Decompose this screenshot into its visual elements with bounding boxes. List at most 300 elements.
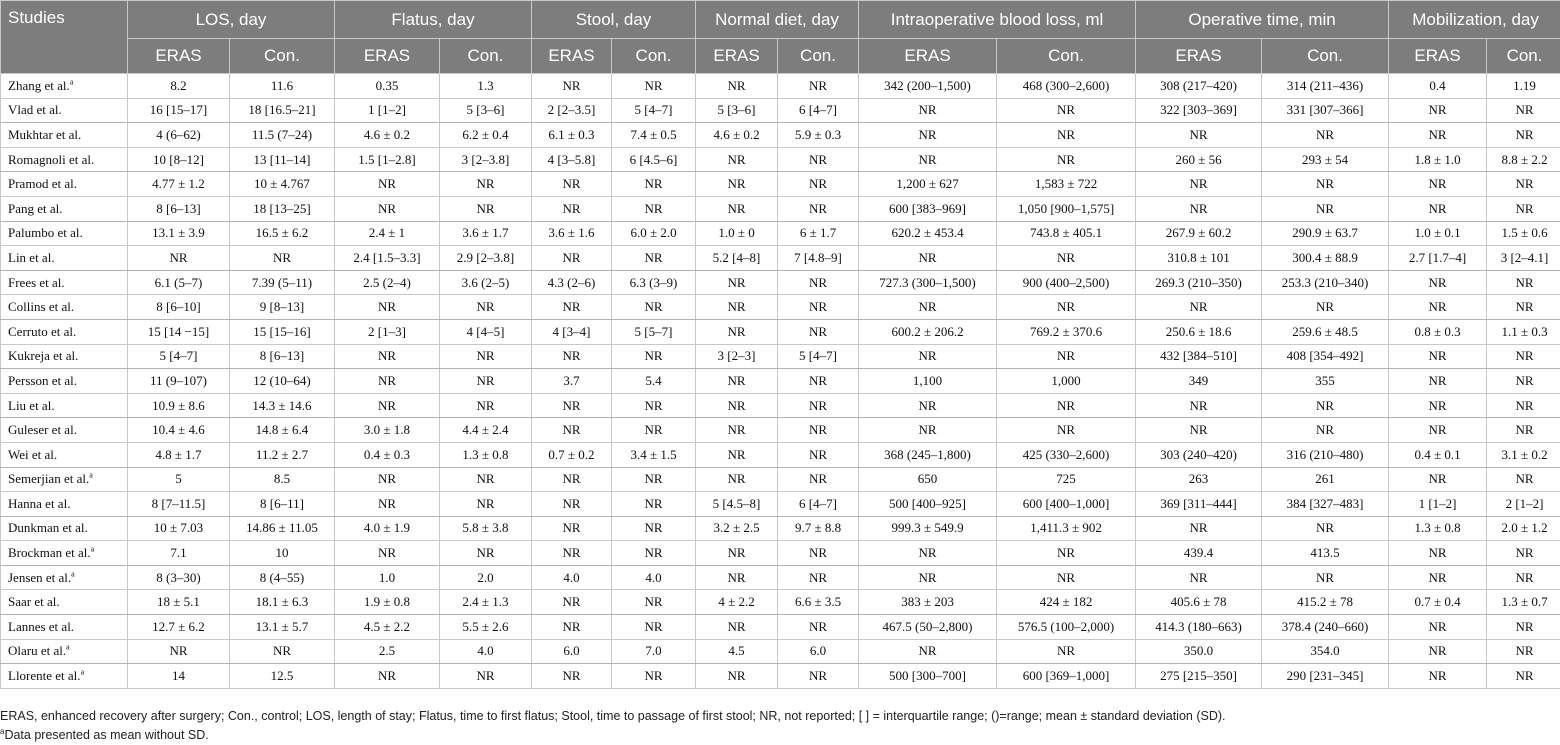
value-cell: 4.0: [532, 565, 612, 590]
value-cell: 14.86 ± 11.05: [230, 516, 335, 541]
value-cell: 260 ± 56: [1136, 147, 1262, 172]
study-cell: [1, 541, 128, 566]
value-cell: 3.0 ± 1.8: [335, 418, 440, 443]
value-cell: NR: [696, 74, 778, 99]
value-cell: 9.7 ± 8.8: [778, 516, 859, 541]
study-name: Brockman et al.: [8, 545, 91, 561]
value-cell: NR: [532, 172, 612, 197]
value-cell: 1.3 ± 0.7: [1487, 590, 1560, 615]
study-cell: [1, 196, 128, 221]
value-cell: NR: [1389, 639, 1487, 664]
value-cell: 10.4 ± 4.6: [128, 418, 230, 443]
value-cell: 314 (211–436): [1262, 74, 1389, 99]
study-name: Liu et al.: [8, 397, 55, 413]
footnote-marker: a: [80, 667, 85, 677]
value-cell: 1.9 ± 0.8: [335, 590, 440, 615]
value-cell: NR: [696, 442, 778, 467]
value-cell: NR: [1487, 123, 1560, 148]
value-cell: NR: [1487, 344, 1560, 369]
value-cell: NR: [440, 467, 532, 492]
value-cell: NR: [696, 172, 778, 197]
value-cell: NR: [696, 147, 778, 172]
value-cell: NR: [612, 492, 696, 517]
study-name: Cerruto et al.: [8, 323, 77, 339]
value-cell: NR: [1487, 418, 1560, 443]
value-cell: 4.5: [696, 639, 778, 664]
value-cell: NR: [859, 393, 997, 418]
value-cell: NR: [778, 615, 859, 640]
value-cell: 13.1 ± 3.9: [128, 221, 230, 246]
value-cell: 1.19: [1487, 74, 1560, 99]
value-cell: 6 ± 1.7: [778, 221, 859, 246]
value-cell: NR: [778, 393, 859, 418]
value-cell: 439.4: [1136, 541, 1262, 566]
value-cell: 5 [3–6]: [440, 98, 532, 123]
study-cell: [1, 467, 128, 492]
value-cell: NR: [1262, 393, 1389, 418]
value-cell: 18 [16.5–21]: [230, 98, 335, 123]
value-cell: NR: [1389, 123, 1487, 148]
value-cell: 8 [6–11]: [230, 492, 335, 517]
value-cell: 275 [215–350]: [1136, 664, 1262, 689]
value-cell: 1.0 ± 0: [696, 221, 778, 246]
value-cell: NR: [997, 565, 1136, 590]
value-cell: 13 [11–14]: [230, 147, 335, 172]
value-cell: 769.2 ± 370.6: [997, 319, 1136, 344]
value-cell: 9 [8–13]: [230, 295, 335, 320]
group-header-flatus: Flatus, day: [335, 1, 532, 39]
value-cell: NR: [859, 344, 997, 369]
sub-header-con: Con.: [1262, 39, 1389, 74]
value-cell: NR: [778, 147, 859, 172]
value-cell: 3.6 ± 1.6: [532, 221, 612, 246]
value-cell: 725: [997, 467, 1136, 492]
value-cell: NR: [230, 639, 335, 664]
value-cell: 12.7 ± 6.2: [128, 615, 230, 640]
table-row: [1, 590, 1560, 615]
study-name: Romagnoli et al.: [8, 151, 95, 167]
value-cell: 5.2 [4–8]: [696, 246, 778, 271]
table-row: [1, 418, 1560, 443]
value-cell: 5 [3–6]: [696, 98, 778, 123]
value-cell: NR: [997, 344, 1136, 369]
study-name: Dunkman et al.: [8, 520, 88, 536]
value-cell: 342 (200–1,500): [859, 74, 997, 99]
value-cell: NR: [1487, 639, 1560, 664]
value-cell: 4.77 ± 1.2: [128, 172, 230, 197]
value-cell: 354.0: [1262, 639, 1389, 664]
value-cell: 600 [383–969]: [859, 196, 997, 221]
footnote-a-text: Data presented as mean without SD.: [4, 728, 209, 742]
value-cell: NR: [1487, 664, 1560, 689]
value-cell: 349: [1136, 369, 1262, 394]
value-cell: NR: [1389, 565, 1487, 590]
value-cell: NR: [778, 369, 859, 394]
value-cell: NR: [335, 344, 440, 369]
value-cell: NR: [612, 664, 696, 689]
value-cell: NR: [612, 418, 696, 443]
value-cell: NR: [440, 196, 532, 221]
value-cell: 7.0: [612, 639, 696, 664]
value-cell: NR: [612, 590, 696, 615]
study-name: Palumbo et al.: [8, 225, 83, 241]
value-cell: 576.5 (100–2,000): [997, 615, 1136, 640]
value-cell: NR: [440, 664, 532, 689]
value-cell: 310.8 ± 101: [1136, 246, 1262, 271]
value-cell: NR: [440, 393, 532, 418]
value-cell: 1.0: [335, 565, 440, 590]
value-cell: NR: [997, 246, 1136, 271]
value-cell: NR: [696, 418, 778, 443]
footnote-marker: a: [69, 77, 74, 87]
value-cell: NR: [997, 147, 1136, 172]
value-cell: NR: [440, 541, 532, 566]
value-cell: 5 [4–7]: [612, 98, 696, 123]
value-cell: NR: [696, 664, 778, 689]
value-cell: 12.5: [230, 664, 335, 689]
value-cell: 414.3 (180–663): [1136, 615, 1262, 640]
table-row: [1, 492, 1560, 517]
sub-header-con: Con.: [997, 39, 1136, 74]
study-name: Vlad et al.: [8, 102, 62, 118]
study-name: Collins et al.: [8, 299, 75, 315]
value-cell: 8 [7–11.5]: [128, 492, 230, 517]
value-cell: NR: [532, 393, 612, 418]
value-cell: 1.5 ± 0.6: [1487, 221, 1560, 246]
value-cell: NR: [335, 196, 440, 221]
value-cell: 8.8 ± 2.2: [1487, 147, 1560, 172]
value-cell: 4.0: [612, 565, 696, 590]
value-cell: NR: [1389, 196, 1487, 221]
table-row: [1, 565, 1560, 590]
value-cell: 600.2 ± 206.2: [859, 319, 997, 344]
value-cell: NR: [1389, 344, 1487, 369]
value-cell: 1.3 ± 0.8: [440, 442, 532, 467]
value-cell: NR: [778, 196, 859, 221]
value-cell: 2 [1–2]: [1487, 492, 1560, 517]
value-cell: 1 [1–2]: [1389, 492, 1487, 517]
value-cell: NR: [440, 344, 532, 369]
value-cell: 467.5 (50–2,800): [859, 615, 997, 640]
group-header-blood-loss: Intraoperative blood loss, ml: [859, 1, 1136, 39]
value-cell: 2.0 ± 1.2: [1487, 516, 1560, 541]
value-cell: 253.3 (210–340): [1262, 270, 1389, 295]
value-cell: 14.8 ± 6.4: [230, 418, 335, 443]
sub-header-con: Con.: [230, 39, 335, 74]
value-cell: NR: [532, 418, 612, 443]
sub-header-eras: ERAS: [128, 39, 230, 74]
value-cell: NR: [1262, 418, 1389, 443]
footnote-marker: a: [66, 643, 70, 653]
value-cell: 3 [2–3]: [696, 344, 778, 369]
value-cell: NR: [1136, 516, 1262, 541]
study-name: Kukreja et al.: [8, 348, 79, 364]
value-cell: NR: [859, 98, 997, 123]
value-cell: 5.4: [612, 369, 696, 394]
value-cell: 7.1: [128, 541, 230, 566]
value-cell: NR: [696, 369, 778, 394]
study-cell: [1, 319, 128, 344]
value-cell: NR: [859, 639, 997, 664]
value-cell: 290 [231–345]: [1262, 664, 1389, 689]
value-cell: NR: [532, 615, 612, 640]
table-row: [1, 442, 1560, 467]
value-cell: NR: [440, 369, 532, 394]
value-cell: 6.3 (3–9): [612, 270, 696, 295]
value-cell: NR: [532, 541, 612, 566]
group-header-operative-time: Operative time, min: [1136, 1, 1389, 39]
value-cell: NR: [440, 492, 532, 517]
value-cell: 1.5 [1–2.8]: [335, 147, 440, 172]
study-cell: [1, 369, 128, 394]
value-cell: 4.0: [440, 639, 532, 664]
value-cell: 250.6 ± 18.6: [1136, 319, 1262, 344]
value-cell: NR: [1389, 295, 1487, 320]
study-name: Zhang et al.: [8, 77, 70, 93]
table-row: [1, 467, 1560, 492]
value-cell: NR: [1389, 172, 1487, 197]
study-cell: [1, 492, 128, 517]
value-cell: 1.8 ± 1.0: [1389, 147, 1487, 172]
value-cell: 10 ± 7.03: [128, 516, 230, 541]
value-cell: 3.1 ± 0.2: [1487, 442, 1560, 467]
sub-header-con: Con.: [778, 39, 859, 74]
value-cell: 2.5: [335, 639, 440, 664]
footnote-marker: a: [0, 726, 5, 736]
value-cell: 384 [327–483]: [1262, 492, 1389, 517]
study-name: Semerjian et al.: [8, 471, 90, 487]
study-cell: [1, 615, 128, 640]
value-cell: NR: [335, 295, 440, 320]
value-cell: NR: [1487, 467, 1560, 492]
group-header-normal-diet: Normal diet, day: [696, 1, 859, 39]
value-cell: NR: [1262, 196, 1389, 221]
table-row: [1, 369, 1560, 394]
value-cell: NR: [696, 319, 778, 344]
sub-header-eras: ERAS: [1136, 39, 1262, 74]
value-cell: 11.6: [230, 74, 335, 99]
value-cell: 7 [4.8–9]: [778, 246, 859, 271]
study-name: Llorente et al.: [8, 668, 81, 684]
study-cell: [1, 344, 128, 369]
value-cell: 6.1 ± 0.3: [532, 123, 612, 148]
value-cell: NR: [1389, 467, 1487, 492]
value-cell: 2.7 [1.7–4]: [1389, 246, 1487, 271]
study-name: Olaru et al.: [8, 643, 67, 659]
table-row: [1, 74, 1560, 99]
value-cell: 8 (3–30): [128, 565, 230, 590]
table-row: [1, 319, 1560, 344]
study-name: Pang et al.: [8, 200, 63, 216]
value-cell: 1,050 [900–1,575]: [997, 196, 1136, 221]
value-cell: NR: [997, 393, 1136, 418]
study-cell: [1, 221, 128, 246]
value-cell: NR: [778, 74, 859, 99]
value-cell: 0.7 ± 0.4: [1389, 590, 1487, 615]
table-row: [1, 639, 1560, 664]
value-cell: NR: [612, 541, 696, 566]
table-row: [1, 246, 1560, 271]
table-row: [1, 196, 1560, 221]
value-cell: NR: [1389, 393, 1487, 418]
footnote-marker: a: [90, 544, 95, 554]
value-cell: 11.5 (7–24): [230, 123, 335, 148]
value-cell: NR: [696, 541, 778, 566]
study-name: Lannes et al.: [8, 618, 75, 634]
value-cell: 5 [4–7]: [128, 344, 230, 369]
study-name: Jensen et al.: [8, 569, 72, 585]
table-row: [1, 123, 1560, 148]
value-cell: 415.2 ± 78: [1262, 590, 1389, 615]
value-cell: 5.8 ± 3.8: [440, 516, 532, 541]
value-cell: NR: [440, 295, 532, 320]
value-cell: 5 [5–7]: [612, 319, 696, 344]
sub-header-eras: ERAS: [532, 39, 612, 74]
value-cell: 0.4: [1389, 74, 1487, 99]
value-cell: 424 ± 182: [997, 590, 1136, 615]
value-cell: 3.2 ± 2.5: [696, 516, 778, 541]
table-body: [1, 74, 1560, 689]
value-cell: 1.3 ± 0.8: [1389, 516, 1487, 541]
value-cell: 4.4 ± 2.4: [440, 418, 532, 443]
study-name: Wei et al.: [8, 446, 58, 462]
value-cell: NR: [128, 639, 230, 664]
footnotes: [0, 707, 1560, 745]
value-cell: NR: [612, 74, 696, 99]
value-cell: NR: [612, 196, 696, 221]
value-cell: NR: [532, 344, 612, 369]
value-cell: 6.1 (5–7): [128, 270, 230, 295]
value-cell: NR: [1262, 123, 1389, 148]
value-cell: NR: [335, 664, 440, 689]
value-cell: 2.0: [440, 565, 532, 590]
value-cell: NR: [532, 492, 612, 517]
study-cell: [1, 516, 128, 541]
value-cell: NR: [230, 246, 335, 271]
value-cell: 6.6 ± 3.5: [778, 590, 859, 615]
table-row: [1, 147, 1560, 172]
value-cell: 4 ± 2.2: [696, 590, 778, 615]
value-cell: 2 [2–3.5]: [532, 98, 612, 123]
value-cell: 4 (6–62): [128, 123, 230, 148]
value-cell: 0.4 ± 0.3: [335, 442, 440, 467]
value-cell: 14.3 ± 14.6: [230, 393, 335, 418]
value-cell: 259.6 ± 48.5: [1262, 319, 1389, 344]
value-cell: 8 (4–55): [230, 565, 335, 590]
value-cell: 368 (245–1,800): [859, 442, 997, 467]
value-cell: 18 ± 5.1: [128, 590, 230, 615]
study-cell: [1, 74, 128, 99]
value-cell: 2.4 ± 1: [335, 221, 440, 246]
value-cell: NR: [1389, 369, 1487, 394]
value-cell: NR: [1487, 98, 1560, 123]
value-cell: 18 [13–25]: [230, 196, 335, 221]
footnote-abbreviations: ERAS, enhanced recovery after surgery; Con., control; LOS, length of stay; Flatus, time to first flatus; Stool, time to passage of first stool; NR, not reported; [ ] = interquartile range; ()=range; mean ± standard deviation (SD).: [0, 709, 1226, 723]
value-cell: NR: [335, 393, 440, 418]
study-name: Saar et al.: [8, 594, 60, 610]
value-cell: NR: [532, 196, 612, 221]
value-cell: 4.3 (2–6): [532, 270, 612, 295]
value-cell: NR: [859, 541, 997, 566]
value-cell: 500 [300–700]: [859, 664, 997, 689]
value-cell: 2 [1–3]: [335, 319, 440, 344]
footnote-a: [0, 726, 1560, 745]
value-cell: 10.9 ± 8.6: [128, 393, 230, 418]
value-cell: NR: [997, 98, 1136, 123]
value-cell: NR: [335, 172, 440, 197]
value-cell: 1,000: [997, 369, 1136, 394]
value-cell: NR: [1262, 516, 1389, 541]
value-cell: NR: [335, 492, 440, 517]
value-cell: 650: [859, 467, 997, 492]
table-row: [1, 541, 1560, 566]
value-cell: 3.6 (2–5): [440, 270, 532, 295]
value-cell: 11 (9–107): [128, 369, 230, 394]
value-cell: 4.6 ± 0.2: [696, 123, 778, 148]
value-cell: 3 [2–4.1]: [1487, 246, 1560, 271]
value-cell: 322 [303–369]: [1136, 98, 1262, 123]
value-cell: 3 [2–3.8]: [440, 147, 532, 172]
value-cell: 900 (400–2,500): [997, 270, 1136, 295]
value-cell: NR: [532, 664, 612, 689]
value-cell: 4.5 ± 2.2: [335, 615, 440, 640]
value-cell: NR: [1487, 172, 1560, 197]
value-cell: NR: [778, 172, 859, 197]
value-cell: 1,100: [859, 369, 997, 394]
value-cell: NR: [1136, 393, 1262, 418]
value-cell: NR: [696, 196, 778, 221]
value-cell: NR: [859, 147, 997, 172]
value-cell: NR: [997, 123, 1136, 148]
value-cell: 425 (330–2,600): [997, 442, 1136, 467]
value-cell: NR: [1389, 615, 1487, 640]
value-cell: NR: [778, 295, 859, 320]
value-cell: 10: [230, 541, 335, 566]
study-cell: [1, 172, 128, 197]
value-cell: 6.0 ± 2.0: [612, 221, 696, 246]
value-cell: 0.7 ± 0.2: [532, 442, 612, 467]
value-cell: NR: [696, 565, 778, 590]
value-cell: 378.4 (240–660): [1262, 615, 1389, 640]
value-cell: 0.35: [335, 74, 440, 99]
value-cell: 261: [1262, 467, 1389, 492]
value-cell: 18.1 ± 6.3: [230, 590, 335, 615]
value-cell: 4.6 ± 0.2: [335, 123, 440, 148]
value-cell: NR: [335, 369, 440, 394]
group-header-los: LOS, day: [128, 1, 335, 39]
value-cell: 383 ± 203: [859, 590, 997, 615]
value-cell: NR: [696, 467, 778, 492]
value-cell: 10 ± 4.767: [230, 172, 335, 197]
value-cell: 1 [1–2]: [335, 98, 440, 123]
value-cell: NR: [997, 295, 1136, 320]
value-cell: 1.1 ± 0.3: [1487, 319, 1560, 344]
value-cell: NR: [1487, 295, 1560, 320]
value-cell: NR: [532, 295, 612, 320]
value-cell: 432 [384–510]: [1136, 344, 1262, 369]
value-cell: 3.7: [532, 369, 612, 394]
study-cell: [1, 295, 128, 320]
value-cell: NR: [1389, 98, 1487, 123]
value-cell: 6.2 ± 0.4: [440, 123, 532, 148]
value-cell: 3.6 ± 1.7: [440, 221, 532, 246]
value-cell: 0.8 ± 0.3: [1389, 319, 1487, 344]
value-cell: NR: [778, 270, 859, 295]
study-cell: [1, 123, 128, 148]
value-cell: NR: [335, 467, 440, 492]
footnote-marker: a: [89, 470, 93, 480]
value-cell: 4.0 ± 1.9: [335, 516, 440, 541]
